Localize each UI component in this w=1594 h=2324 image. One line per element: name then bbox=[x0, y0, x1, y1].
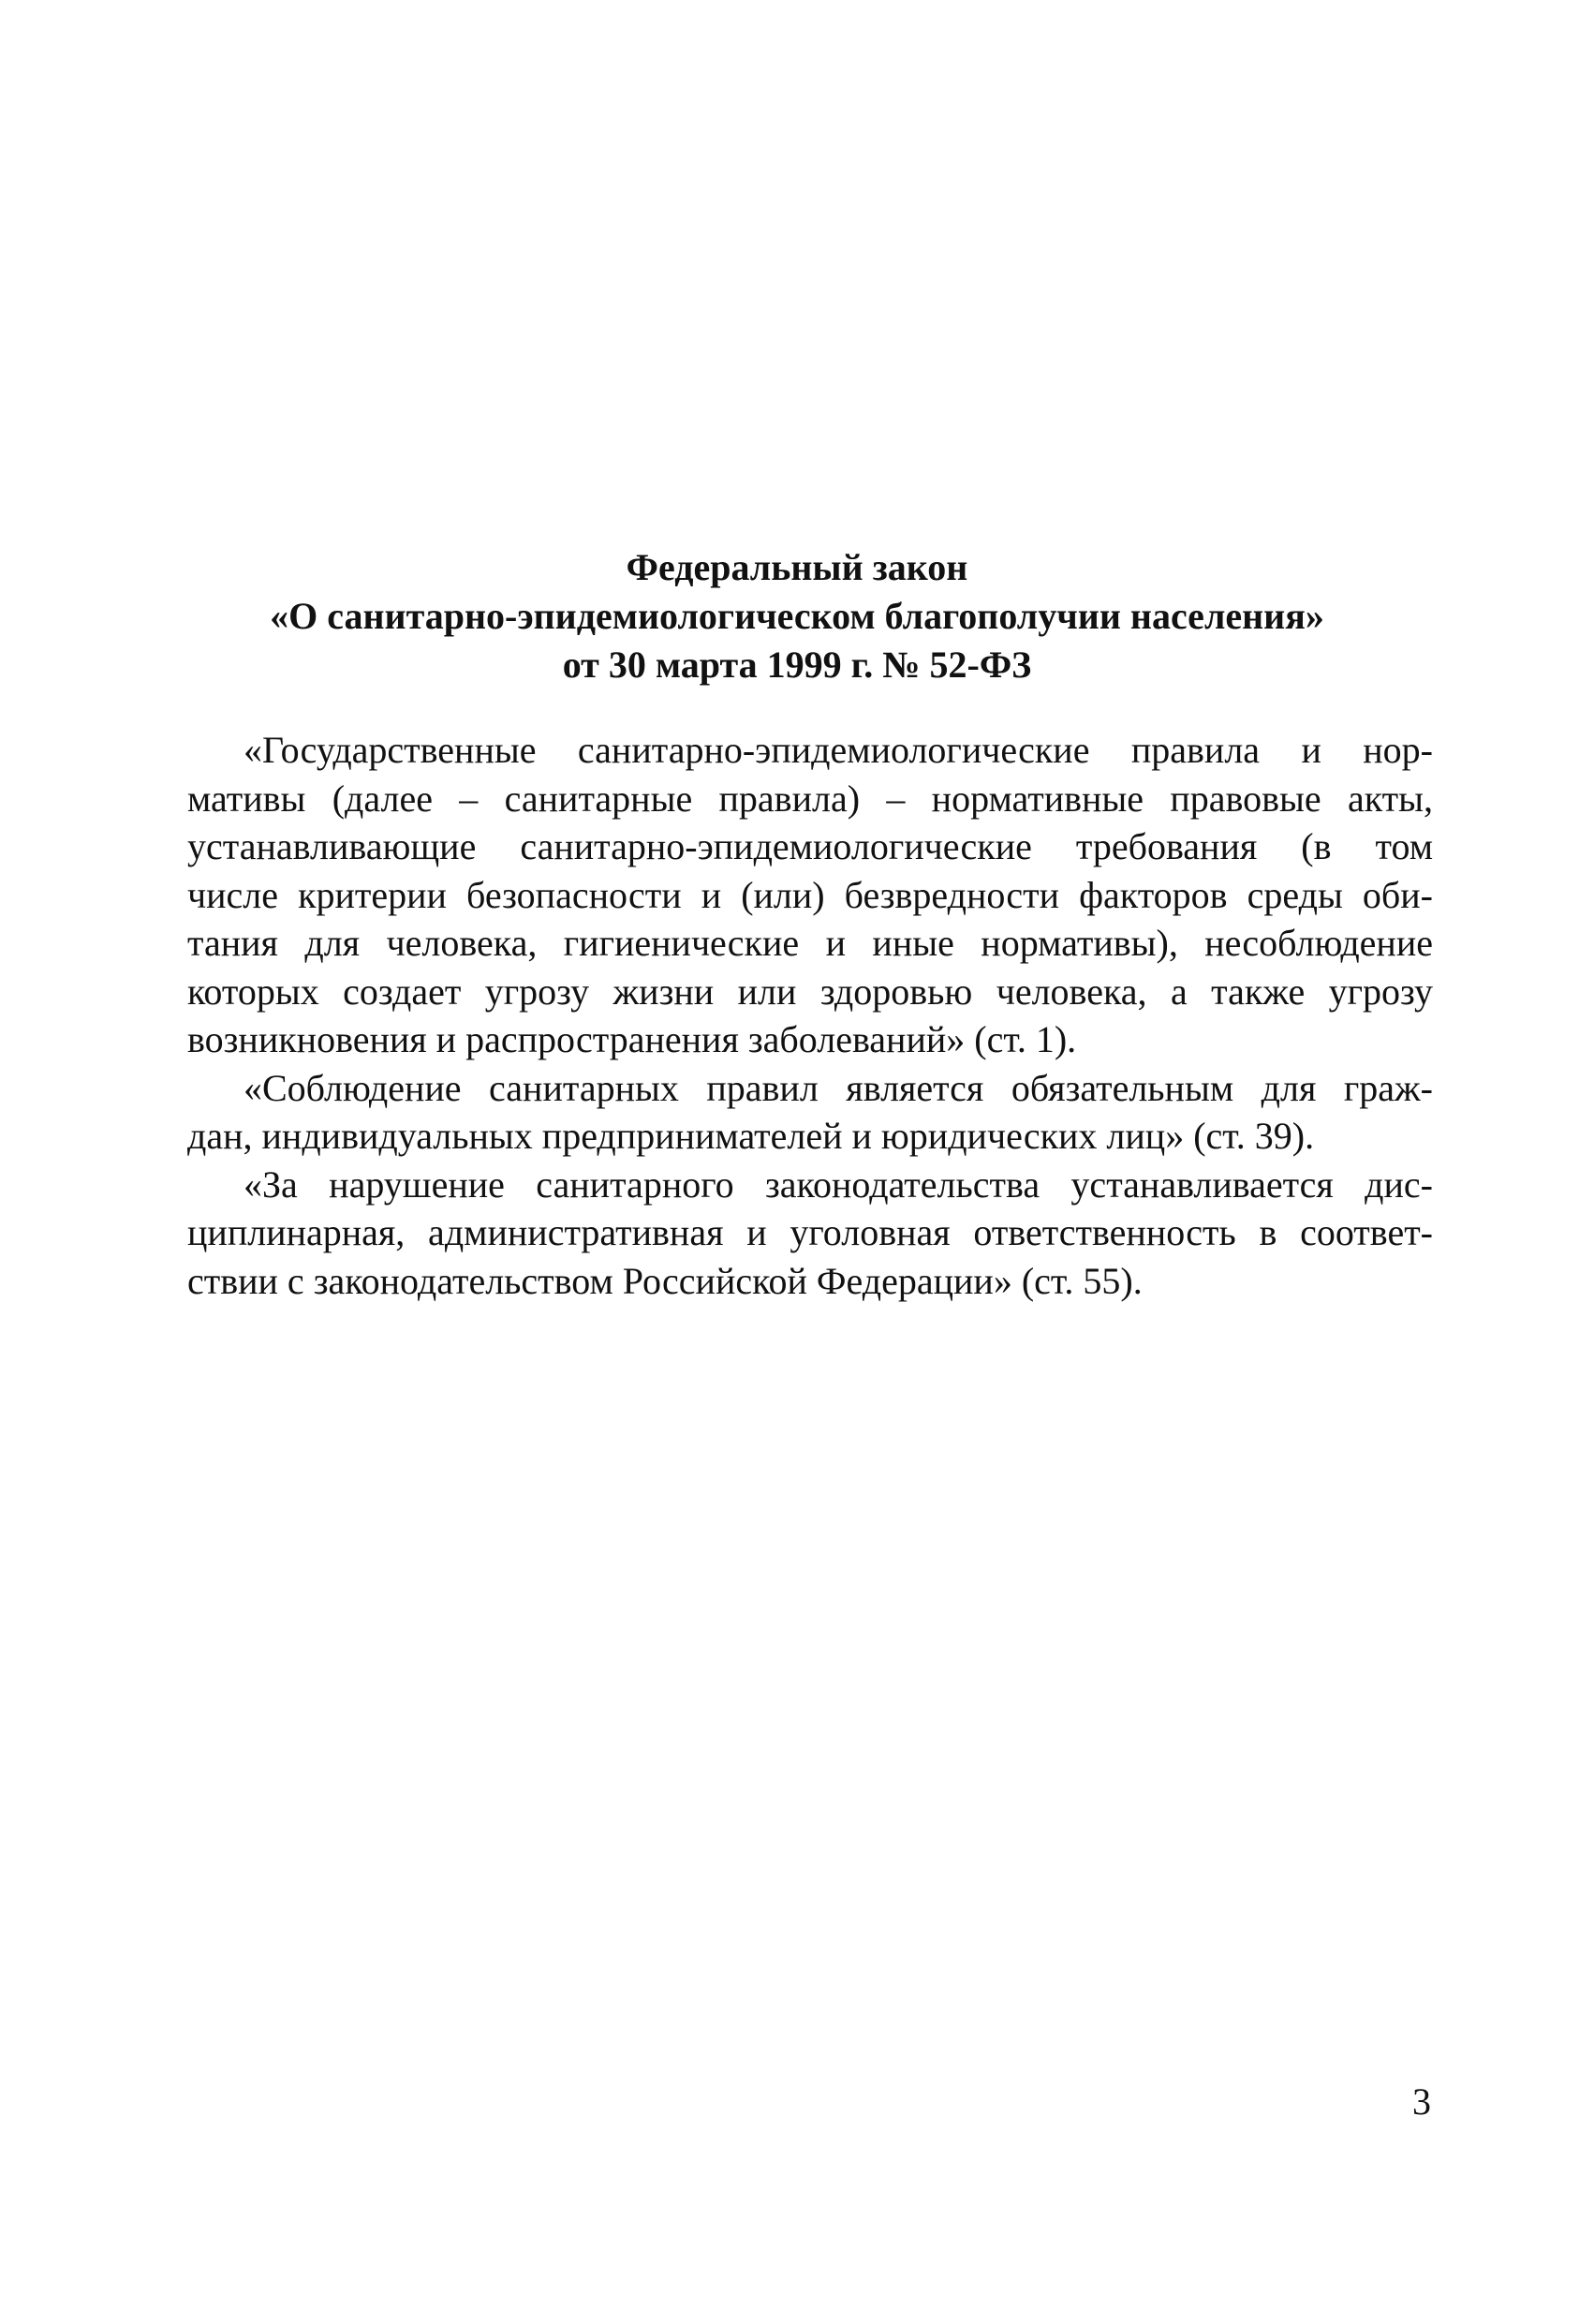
paragraph-1-line-2: мативы (далее – санитарные правила) – нормативные правовые акты, bbox=[187, 777, 1433, 820]
paragraph-1-line-4: числе критерии безопасности и (или) безвредности факторов среды оби- bbox=[187, 873, 1433, 916]
page-number: 3 bbox=[1412, 2080, 1431, 2123]
paragraph-3-line-1: «За нарушение санитарного законодательства устанавливается дис- bbox=[244, 1162, 1433, 1206]
heading-law-title: «О санитарно-эпидемиологическом благополучии населения» bbox=[270, 595, 1324, 637]
document-heading bbox=[0, 543, 1594, 689]
paragraph-1-line-6: которых создает угрозу жизни или здоровью человека, а также угрозу bbox=[187, 970, 1433, 1013]
paragraph-2-line-2: дан, индивидуальных предпринимателей и юридических лиц» (ст. 39). bbox=[187, 1115, 1315, 1157]
law-excerpts bbox=[187, 726, 1433, 1305]
paragraph-1-line-5: тания для человека, гигиенические и иные нормативы), несоблюдение bbox=[187, 922, 1433, 964]
heading-law-date-number: от 30 марта 1999 г. № 52-ФЗ bbox=[562, 644, 1032, 686]
heading-law-type: Федеральный закон bbox=[626, 546, 968, 588]
paragraph-1-line-7: возникновения и распространения заболеваний» (ст. 1). bbox=[187, 1018, 1077, 1060]
paragraph-2-line-1: «Соблюдение санитарных правил является обязательным для граж- bbox=[244, 1066, 1433, 1109]
paragraph-3-line-2: циплинарная, административная и уголовная ответственность в соответ- bbox=[187, 1211, 1433, 1253]
paragraph-1-line-1: «Государственные санитарно-эпидемиологические правила и нор- bbox=[244, 729, 1433, 771]
paragraph-1-line-3: устанавливающие санитарно-эпидемиологические требования (в том bbox=[187, 825, 1433, 867]
paragraph-3-line-3: ствии с законодательством Российской Федерации» (ст. 55). bbox=[187, 1259, 1143, 1302]
